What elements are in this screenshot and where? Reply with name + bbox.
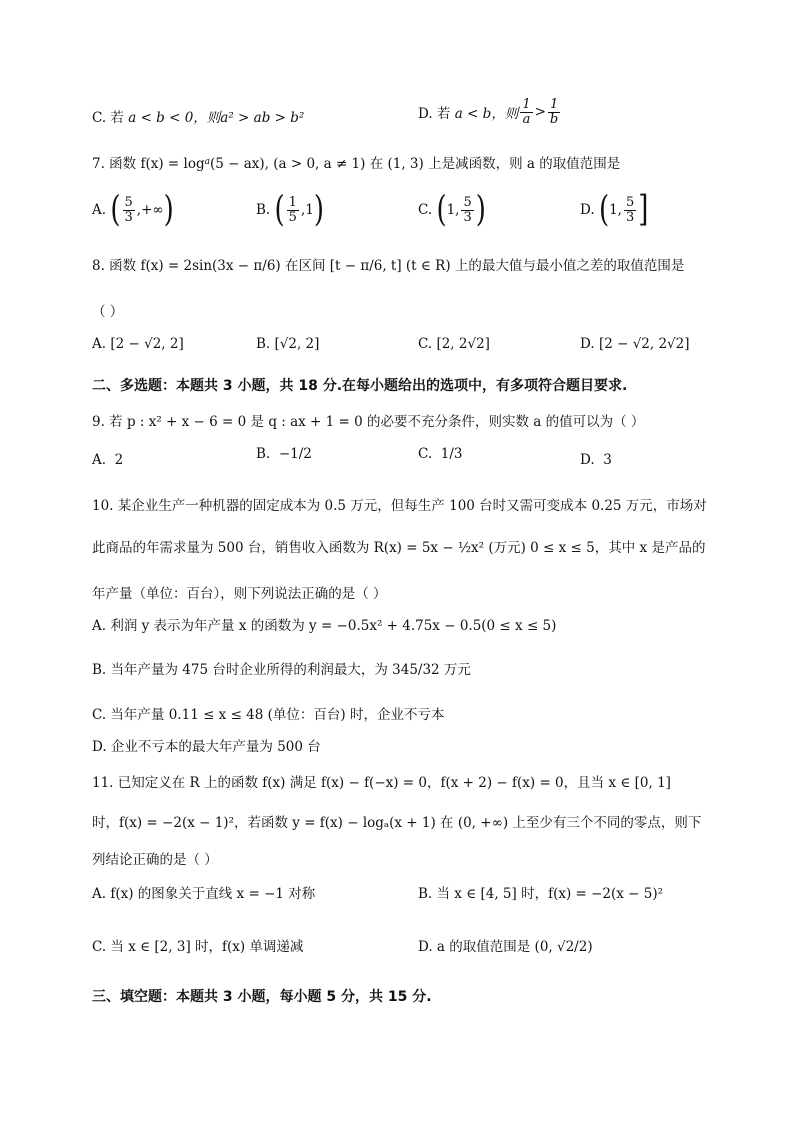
q6d-frac-b: $\frac{1}{b}$ — [549, 97, 559, 127]
q6c-label: C. 若 — [92, 110, 124, 126]
q8-option-c: C. [2, 2√2] — [418, 336, 490, 352]
q7-option-a: A. ( $\frac{5}{3}$ ,+∞ ) — [92, 189, 174, 231]
q6d-frac-a: $\frac{1}{a}$ — [522, 97, 531, 127]
q11-line1: 11. 已知定义在 R 上的函数 f(x) 满足 f(x) − f(−x) = 0，f(x + 2) − f(x) = 0，且当 x ∈ [0, 1] — [92, 775, 671, 791]
q7-option-b: B. ( $\frac{1}{5}$ ,1 ) — [256, 189, 324, 231]
q11-line2: 时，f(x) = −2(x − 1)²，若函数 y = f(x) − logₐ(x + 1) 在 (0, +∞) 上至少有三个不同的零点，则下 — [92, 815, 702, 831]
q10-option-c: C. 当年产量 0.11 ≤ x ≤ 48 (单位：百台) 时，企业不亏本 — [92, 707, 445, 723]
section-2-heading: 二、多选题：本题共 3 小题，共 18 分.在每小题给出的选项中，有多项符合题目要求. — [92, 378, 628, 394]
q8-paren: （ ） — [92, 304, 124, 320]
q7-option-c: C. ( 1, $\frac{5}{3}$ ) — [418, 189, 486, 231]
q10-option-b: B. 当年产量为 475 台时企业所得的利润最大，为 345/32 万元 — [92, 662, 471, 678]
q11-option-d: D. a 的取值范围是 (0, √2/2) — [418, 939, 593, 955]
q11-option-c: C. 当 x ∈ [2, 3] 时，f(x) 单调递减 — [92, 939, 304, 955]
q10-line2: 此商品的年需求量为 500 台，销售收入函数为 R(x) = 5x − ½x² (万元) 0 ≤ x ≤ 5，其中 x 是产品的 — [92, 540, 706, 556]
q7-option-d: D. ( 1, $\frac{5}{3}$ ] — [580, 189, 649, 231]
q6c-body: a < b < 0，则a² > ab > b² — [128, 110, 305, 126]
q6d-body: a < b，则 — [454, 106, 519, 123]
q8-option-a: A. [2 − √2, 2] — [92, 336, 184, 352]
q7-stem: 7. 函数 f(x) = log a (5 − ax), (a > 0, a ≠ 1) 在 (1, 3) 上是减函数，则 a 的取值范围是 — [92, 156, 621, 172]
q11-option-b: B. 当 x ∈ [4, 5] 时，f(x) = −2(x − 5)² — [418, 886, 664, 902]
q10-option-d: D. 企业不亏本的最大年产量为 500 台 — [92, 739, 321, 755]
q10-option-a: A. 利润 y 表示为年产量 x 的函数为 y = −0.5x² + 4.75x − 0.5(0 ≤ x ≤ 5) — [92, 618, 557, 634]
q6d-gt: > — [534, 104, 546, 121]
q9-option-b: B. −1/2 — [256, 446, 312, 462]
q11-line3: 列结论正确的是（ ） — [92, 852, 218, 868]
q6-option-d — [418, 98, 562, 126]
q9-option-c: C. 1/3 — [418, 446, 463, 462]
q11-option-a: A. f(x) 的图象关于直线 x = −1 对称 — [92, 886, 316, 902]
q8-option-b: B. [√2, 2] — [256, 336, 320, 352]
q6d-label: D. 若 — [418, 106, 451, 123]
q10-line3: 年产量（单位：百台），则下列说法正确的是（ ） — [92, 586, 387, 602]
q9-option-d: D. 3 — [580, 452, 612, 468]
q10-line1: 10. 某企业生产一种机器的固定成本为 0.5 万元，但每生产 100 台时又需可变成本 0.25 万元，市场对 — [92, 498, 707, 514]
q9-stem: 9. 若 p : x² + x − 6 = 0 是 q : ax + 1 = 0 的必要不充分条件，则实数 a 的值可以为（ ） — [92, 414, 645, 430]
section-3-heading: 三、填空题：本题共 3 小题，每小题 5 分，共 15 分. — [92, 989, 432, 1005]
q8-option-d: D. [2 − √2, 2√2] — [580, 336, 690, 352]
q9-option-a: A. 2 — [92, 452, 124, 468]
q6-option-c — [92, 106, 304, 126]
q8-stem: 8. 函数 f(x) = 2sin(3x − π/6) 在区间 [t − π/6, t] (t ∈ R) 上的最大值与最小值之差的取值范围是 — [92, 258, 685, 274]
